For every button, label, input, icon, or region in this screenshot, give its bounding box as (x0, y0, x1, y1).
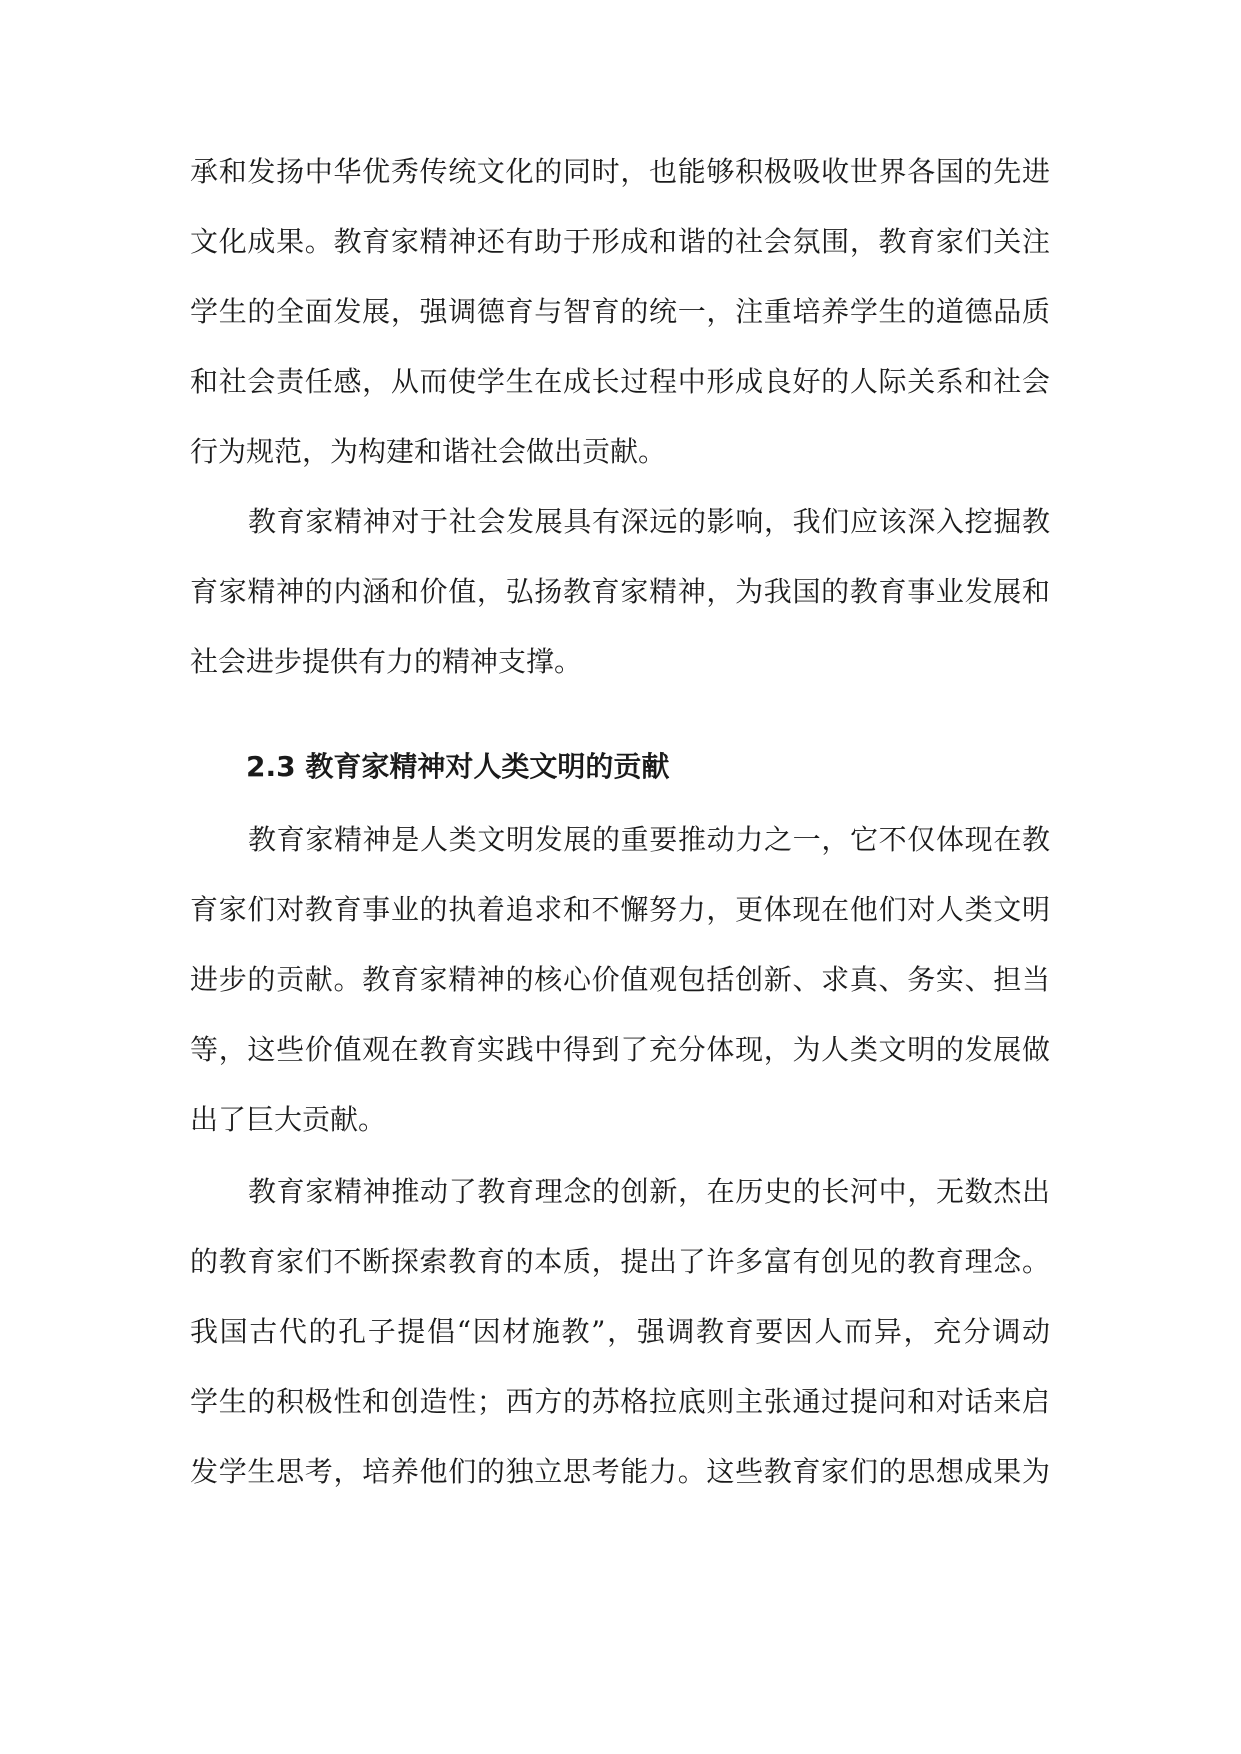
paragraph-3-line-1: 教育家精神是人类文明发展的重要推动力之一，它不仅体现在教 (248, 823, 1050, 856)
paragraph-1-line-5: 行为规范，为构建和谐社会做出贡献。 (190, 435, 667, 468)
paragraph-2-line-1: 教育家精神对于社会发展具有深远的影响，我们应该深入挖掘教 (248, 505, 1050, 538)
paragraph-2-line-3: 社会进步提供有力的精神支撑。 (190, 645, 583, 678)
paragraph-4-line-1: 教育家精神推动了教育理念的创新，在历史的长河中，无数杰出 (248, 1175, 1050, 1208)
paragraph-3-line-4: 等，这些价值观在教育实践中得到了充分体现，为人类文明的发展做 (190, 1033, 1050, 1066)
paragraph-1-line-3: 学生的全面发展，强调德育与智育的统一，注重培养学生的道德品质 (190, 295, 1050, 328)
paragraph-3-line-5: 出了巨大贡献。 (190, 1103, 387, 1136)
paragraph-3-line-3: 进步的贡献。教育家精神的核心价值观包括创新、求真、务实、担当 (190, 963, 1050, 996)
paragraph-4-line-4: 学生的积极性和创造性；西方的苏格拉底则主张通过提问和对话来启 (190, 1385, 1050, 1418)
paragraph-4-line-5: 发学生思考，培养他们的独立思考能力。这些教育家们的思想成果为 (190, 1455, 1050, 1488)
paragraph-1-line-1: 承和发扬中华优秀传统文化的同时，也能够积极吸收世界各国的先进 (190, 155, 1050, 188)
section-heading: 2.3 教育家精神对人类文明的贡献 (246, 750, 670, 783)
paragraph-3-line-2: 育家们对教育事业的执着追求和不懈努力，更体现在他们对人类文明 (190, 893, 1050, 926)
paragraph-1-line-4: 和社会责任感，从而使学生在成长过程中形成良好的人际关系和社会 (190, 365, 1050, 398)
paragraph-2-line-2: 育家精神的内涵和价值，弘扬教育家精神，为我国的教育事业发展和 (190, 575, 1050, 608)
paragraph-4-line-2: 的教育家们不断探索教育的本质，提出了许多富有创见的教育理念。 (190, 1245, 1050, 1278)
paragraph-1-line-2: 文化成果。教育家精神还有助于形成和谐的社会氛围，教育家们关注 (190, 225, 1050, 258)
paragraph-4-line-3: 我国古代的孔子提倡“因材施教”，强调教育要因人而异，充分调动 (190, 1315, 1050, 1348)
